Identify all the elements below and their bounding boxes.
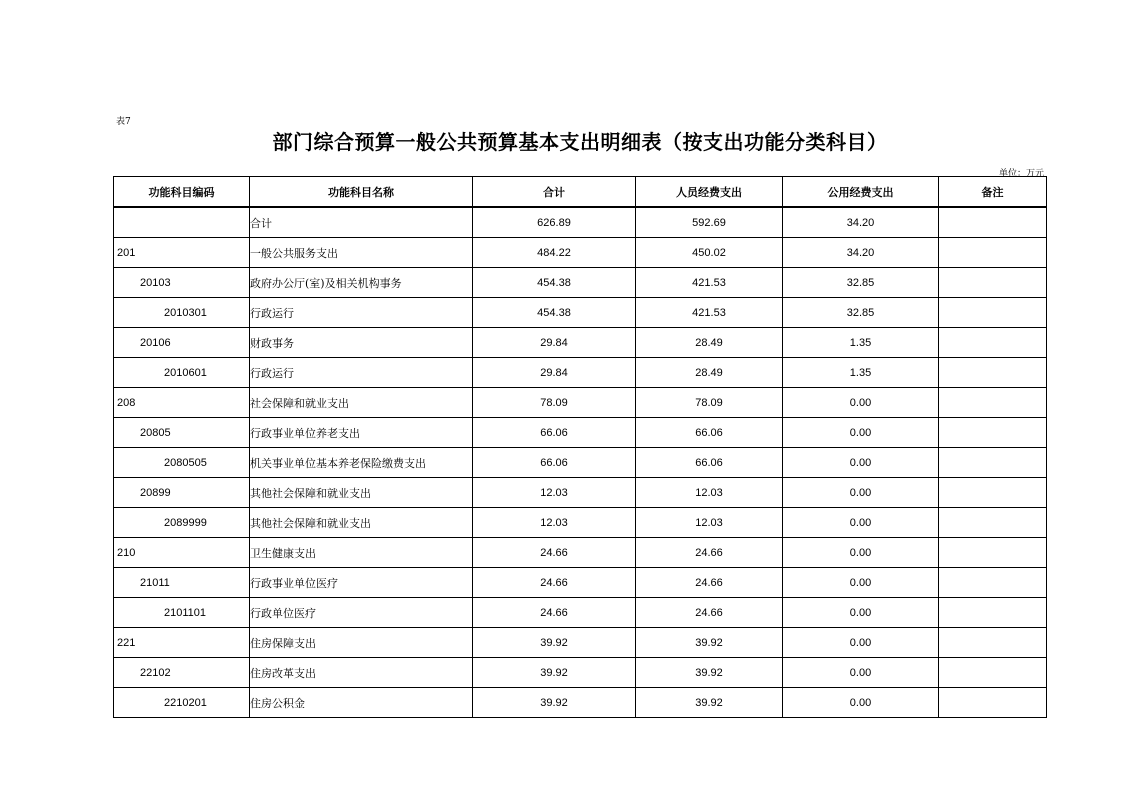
row-personnel-cell: 66.06 [636, 448, 783, 478]
row-name-cell: 机关事业单位基本养老保险缴费支出 [250, 448, 473, 478]
row-code-cell: 20805 [114, 418, 250, 448]
table-row [114, 538, 1047, 568]
row-name-cell: 行政运行 [250, 358, 473, 388]
table-row [114, 568, 1047, 598]
budget-table [113, 176, 1047, 718]
row-code-cell: 2089999 [114, 508, 250, 538]
row-public-cell: 0.00 [783, 448, 939, 478]
row-code-cell: 20899 [114, 478, 250, 508]
row-total-cell: 12.03 [473, 478, 636, 508]
row-code-cell: 201 [114, 238, 250, 268]
row-code-cell: 22102 [114, 658, 250, 688]
row-personnel-cell: 39.92 [636, 628, 783, 658]
table-row [114, 628, 1047, 658]
table-row [114, 418, 1047, 448]
row-code-cell: 2210201 [114, 688, 250, 718]
row-name-cell: 其他社会保障和就业支出 [250, 478, 473, 508]
table-row [114, 207, 1047, 238]
row-total-cell: 29.84 [473, 328, 636, 358]
row-public-cell: 1.35 [783, 328, 939, 358]
row-note-cell [939, 328, 1047, 358]
row-code-cell: 20103 [114, 268, 250, 298]
row-personnel-cell: 24.66 [636, 568, 783, 598]
table-row [114, 688, 1047, 718]
row-personnel-cell: 24.66 [636, 598, 783, 628]
col-header-name: 功能科目名称 [250, 177, 473, 208]
row-note-cell [939, 508, 1047, 538]
row-personnel-cell: 421.53 [636, 268, 783, 298]
row-public-cell: 32.85 [783, 268, 939, 298]
row-public-cell: 0.00 [783, 508, 939, 538]
table-row [114, 298, 1047, 328]
row-personnel-cell: 12.03 [636, 478, 783, 508]
row-public-cell: 0.00 [783, 658, 939, 688]
row-code-cell: 221 [114, 628, 250, 658]
row-name-cell: 行政事业单位养老支出 [250, 418, 473, 448]
row-personnel-cell: 28.49 [636, 328, 783, 358]
row-code-cell: 2010301 [114, 298, 250, 328]
row-note-cell [939, 358, 1047, 388]
row-public-cell: 0.00 [783, 628, 939, 658]
row-public-cell: 34.20 [783, 207, 939, 238]
row-name-cell: 社会保障和就业支出 [250, 388, 473, 418]
row-code-cell [114, 207, 250, 238]
row-code-cell: 2080505 [114, 448, 250, 478]
row-total-cell: 78.09 [473, 388, 636, 418]
row-public-cell: 0.00 [783, 388, 939, 418]
row-personnel-cell: 28.49 [636, 358, 783, 388]
row-note-cell [939, 568, 1047, 598]
row-personnel-cell: 66.06 [636, 418, 783, 448]
row-code-cell: 21011 [114, 568, 250, 598]
row-total-cell: 626.89 [473, 207, 636, 238]
row-note-cell [939, 538, 1047, 568]
row-note-cell [939, 598, 1047, 628]
row-personnel-cell: 450.02 [636, 238, 783, 268]
row-personnel-cell: 592.69 [636, 207, 783, 238]
row-name-cell: 卫生健康支出 [250, 538, 473, 568]
table-row [114, 508, 1047, 538]
row-total-cell: 454.38 [473, 298, 636, 328]
row-note-cell [939, 298, 1047, 328]
row-public-cell: 0.00 [783, 568, 939, 598]
table-row [114, 478, 1047, 508]
row-total-cell: 24.66 [473, 538, 636, 568]
row-total-cell: 66.06 [473, 418, 636, 448]
row-total-cell: 39.92 [473, 628, 636, 658]
col-header-public: 公用经费支出 [783, 177, 939, 208]
row-name-cell: 行政运行 [250, 298, 473, 328]
row-note-cell [939, 658, 1047, 688]
row-total-cell: 12.03 [473, 508, 636, 538]
row-code-cell: 20106 [114, 328, 250, 358]
row-total-cell: 29.84 [473, 358, 636, 388]
col-header-code: 功能科目编码 [114, 177, 250, 208]
row-total-cell: 484.22 [473, 238, 636, 268]
row-note-cell [939, 418, 1047, 448]
row-name-cell: 财政事务 [250, 328, 473, 358]
row-total-cell: 39.92 [473, 658, 636, 688]
table-row [114, 598, 1047, 628]
row-public-cell: 0.00 [783, 478, 939, 508]
row-name-cell: 住房改革支出 [250, 658, 473, 688]
row-total-cell: 39.92 [473, 688, 636, 718]
table-row [114, 388, 1047, 418]
row-name-cell: 其他社会保障和就业支出 [250, 508, 473, 538]
row-note-cell [939, 238, 1047, 268]
row-name-cell: 行政单位医疗 [250, 598, 473, 628]
row-personnel-cell: 39.92 [636, 658, 783, 688]
table-row [114, 658, 1047, 688]
row-note-cell [939, 448, 1047, 478]
row-note-cell [939, 688, 1047, 718]
table-number: 表7 [116, 117, 131, 127]
col-header-total: 合计 [473, 177, 636, 208]
row-note-cell [939, 207, 1047, 238]
col-header-personnel: 人员经费支出 [636, 177, 783, 208]
table-row [114, 238, 1047, 268]
table-row [114, 268, 1047, 298]
row-name-cell: 政府办公厅(室)及相关机构事务 [250, 268, 473, 298]
row-total-cell: 66.06 [473, 448, 636, 478]
row-total-cell: 24.66 [473, 598, 636, 628]
row-public-cell: 0.00 [783, 418, 939, 448]
row-code-cell: 210 [114, 538, 250, 568]
table-row [114, 358, 1047, 388]
table-row [114, 448, 1047, 478]
row-public-cell: 0.00 [783, 538, 939, 568]
unit-label: 单位：万元 [998, 169, 1044, 179]
row-code-cell: 2010601 [114, 358, 250, 388]
row-name-cell: 合计 [250, 207, 473, 238]
row-public-cell: 1.35 [783, 358, 939, 388]
table-row [114, 328, 1047, 358]
row-code-cell: 2101101 [114, 598, 250, 628]
col-header-note: 备注 [939, 177, 1047, 208]
row-name-cell: 行政事业单位医疗 [250, 568, 473, 598]
row-personnel-cell: 24.66 [636, 538, 783, 568]
row-name-cell: 住房保障支出 [250, 628, 473, 658]
row-code-cell: 208 [114, 388, 250, 418]
page-title: 部门综合预算一般公共预算基本支出明细表（按支出功能分类科目） [272, 130, 888, 154]
row-personnel-cell: 78.09 [636, 388, 783, 418]
row-public-cell: 0.00 [783, 598, 939, 628]
row-name-cell: 住房公积金 [250, 688, 473, 718]
row-total-cell: 454.38 [473, 268, 636, 298]
row-note-cell [939, 268, 1047, 298]
row-note-cell [939, 388, 1047, 418]
row-personnel-cell: 12.03 [636, 508, 783, 538]
row-public-cell: 32.85 [783, 298, 939, 328]
row-public-cell: 0.00 [783, 688, 939, 718]
row-total-cell: 24.66 [473, 568, 636, 598]
row-personnel-cell: 421.53 [636, 298, 783, 328]
row-name-cell: 一般公共服务支出 [250, 238, 473, 268]
row-public-cell: 34.20 [783, 238, 939, 268]
row-note-cell [939, 478, 1047, 508]
row-note-cell [939, 628, 1047, 658]
table-header-row [114, 177, 1047, 208]
row-personnel-cell: 39.92 [636, 688, 783, 718]
